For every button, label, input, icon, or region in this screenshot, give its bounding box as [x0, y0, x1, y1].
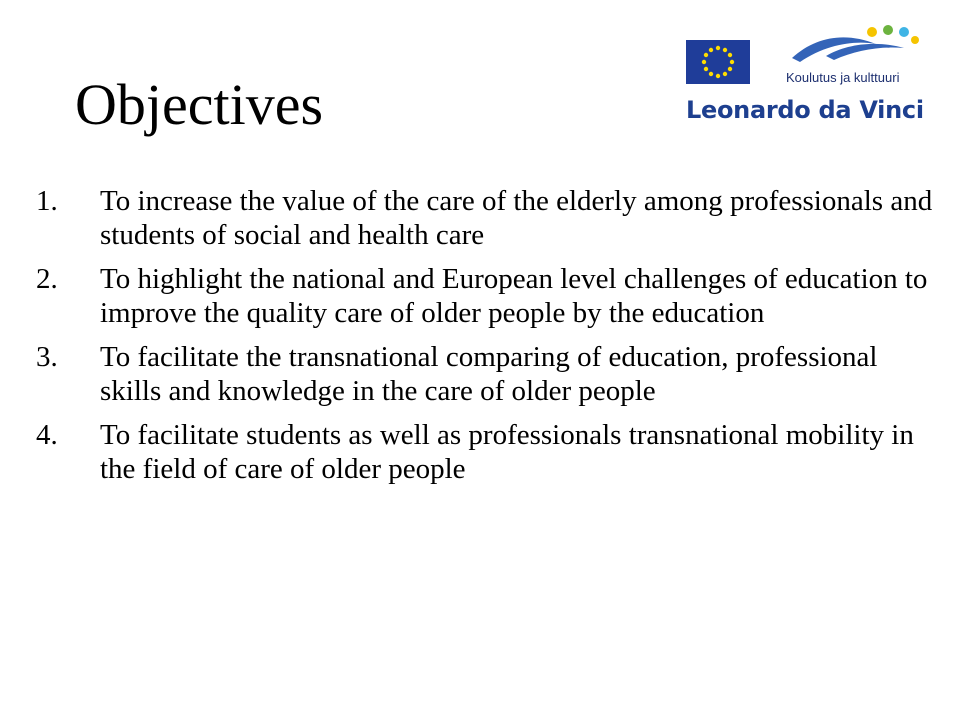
objective-number: 4.: [36, 419, 58, 451]
objective-number: 1.: [36, 185, 58, 217]
objective-text: To highlight the national and European level challenges of education to improve the quality care of older people by the education: [100, 263, 928, 329]
objective-text: To facilitate students as well as professionals transnational mobility in the field of care of older people: [100, 419, 914, 485]
objective-number: 2.: [36, 263, 58, 295]
objective-item: [36, 340, 936, 408]
objective-item: [36, 418, 936, 486]
objective-number: 3.: [36, 341, 58, 373]
objective-item: [36, 262, 936, 330]
eu-flag-icon: [686, 40, 750, 84]
koulutus-swoosh-icon: [786, 18, 926, 74]
leonardo-da-vinci-logo: [686, 18, 936, 128]
logo-brand-text: Leonardo da Vinci: [686, 96, 924, 124]
objective-item: [36, 184, 936, 252]
objectives-list: [36, 184, 936, 496]
logo-tagline: Koulutus ja kulttuuri: [786, 70, 900, 85]
objective-text: To increase the value of the care of the elderly among professionals and students of social and health care: [100, 185, 933, 251]
objective-text: To facilitate the transnational comparing of education, professional skills and knowledge in the care of older people: [100, 341, 878, 407]
slide-title: Objectives: [75, 72, 324, 137]
